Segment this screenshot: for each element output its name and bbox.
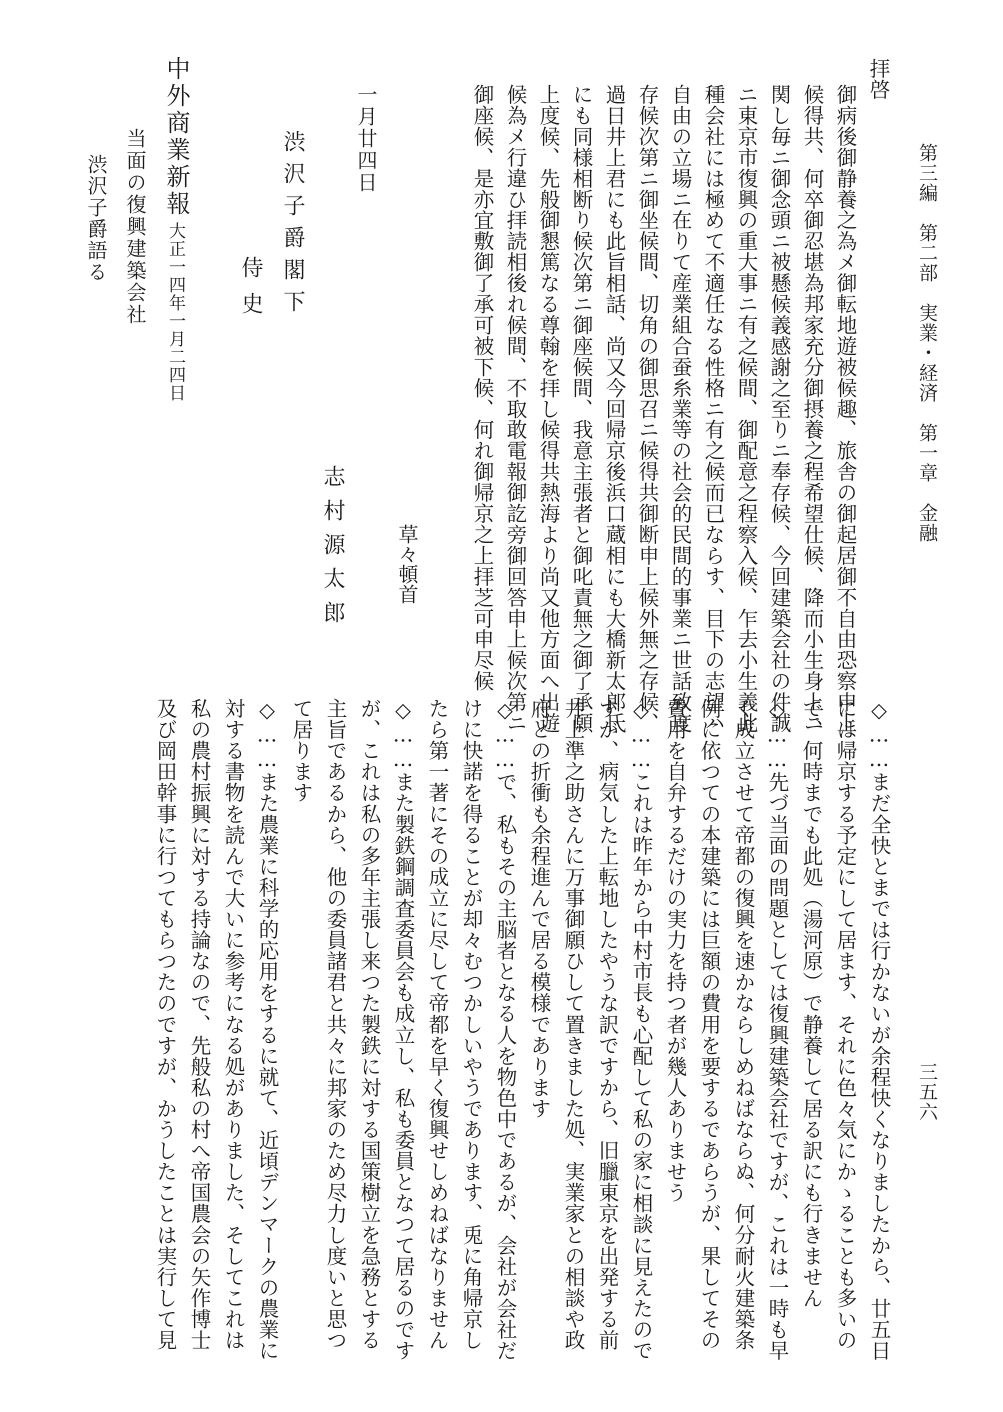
letter-line: 関し毎ニ御念頭ニ被懸候義感謝之至りニ奉存候、今回建築会社の件誠	[767, 84, 791, 734]
article-line: 対する書物を読んで大いに参考になる処がありました、そしてこれは	[221, 698, 245, 1351]
article-line: 私の農村振興に対する持論なので、先般私の村へ帝国農会の矢作博士	[187, 698, 211, 1351]
letter-line: ニ東京市復興の重大事ニ有之候間、御配意之程察入候、乍去小生義此	[734, 84, 758, 734]
article-line: 費用を自弁するだけの実力を持つ者が幾人ありませう	[663, 698, 687, 1204]
newspaper-date: 大正一四年一月二四日	[165, 222, 185, 402]
letter-line: 拝啓	[866, 58, 890, 100]
letter-line: 自由の立場ニ在りて産業組合蚕糸業等の社会的民間的事業ニ世話致度	[668, 84, 692, 734]
article-line: が、これは私の多年主張し来つた製鉄に対する国策樹立を急務とする	[357, 698, 381, 1351]
article-line: ◇……で、私もその主脳者となる人を物色中であるが、会社が会社だ	[493, 698, 517, 1362]
letter-line: 候得共、何卒御忍堪為邦家充分御摂養之程希望仕候、降而小生身上ニ	[800, 84, 824, 734]
letter-addressee: 渋沢子爵閣下	[280, 130, 305, 322]
newspaper-name: 中外商業新報	[162, 56, 190, 218]
letter-date: 一月廿四日	[354, 84, 378, 194]
letter-line: 過日井上君にも此旨相話、尚又今回帰京後浜口蔵相にも大橋新太郎氏	[602, 84, 626, 734]
letter-line: 御病後御静養之為メ御転地遊被候趣、旅舎の御起居御不自由恐察申上	[833, 84, 857, 734]
letter-sender: 志村源太郎	[320, 465, 345, 635]
letter-line: 存候次第ニ御坐候間、切角の御思召ニ候得共御断申上候外無之存候、	[635, 84, 659, 734]
article-line: て居ります	[289, 698, 313, 804]
article-headline: 当面の復興建築会社	[123, 128, 147, 326]
article-line: 井上準之助さんに万事御願ひして置きました処、実業家との相談や政	[561, 698, 585, 1351]
letter-closing: 草々頓首	[395, 524, 419, 604]
page-number: 三五六	[916, 1062, 938, 1122]
letter-line: 候為メ行違ひ拝読相後れ候間、不取敢電報御訖旁御回答申上候次第ニ	[503, 84, 527, 734]
letter-line: 御座候、是亦宜敷御了承可被下候、何れ御帰京之上拝芝可申尽候	[470, 84, 494, 692]
article-line: 例に依つての本建築には巨額の費用を要するであらうが、果してその	[697, 698, 721, 1351]
article-line: すが、病気した上転地したやうな訳ですから、旧臘東京を出発する前	[595, 698, 619, 1351]
article-line: く成立させて帝都の復興を速かならしめねばならぬ、何分耐火建築条	[731, 698, 755, 1351]
letter-line: 上度候、先般御懇篤なる尊翰を拝し候得共熱海より尚又他方面へ出遊	[536, 84, 560, 734]
article-line: 主旨であるから、他の委員諸君と共々に邦家のため尽力し度いと思つ	[323, 698, 347, 1351]
article-subheadline: 渋沢子爵語る	[84, 154, 108, 283]
article-line: けに快諾を得ることが却々むつかしいやうであります、兎に角帰京し	[459, 698, 483, 1351]
article-line: ◇……また製鉄鋼調査委員会も成立し、私も委員となつて居るのです	[391, 698, 415, 1362]
article-line: で、何時までも此処（湯河原）で静養して居る訳にも行きません	[799, 698, 823, 1309]
article-line: には帰京する予定にして居ます、それに色々気にかゝることも多いの	[833, 698, 857, 1351]
letter-line: 種会社には極めて不適任なる性格ニ有之候而已ならす、目下の志望ハ	[701, 84, 725, 734]
article-line: ◇……これは昨年から中村市長も心配して私の家に相談に見えたので	[629, 698, 653, 1362]
article-line: ◇……先づ当面の問題としては復興建築会社ですが、これは一時も早	[765, 698, 789, 1362]
article-line: 及び岡田幹事に行つてもらつたのですが、かうしたことは実行して見	[153, 698, 177, 1351]
article-line: 府との折衝も余程進んで居る模様であります	[527, 698, 551, 1119]
running-head: 第三編 第二部 実業・経済 第一章 金融	[916, 143, 938, 543]
article-line: ◇……また農業に科学的応用をするに就て、近頃デンマークの農業に	[255, 698, 279, 1362]
letter-line: にも同様相断り候次第ニ御座候間、我意主張者と御叱責無之御了承願	[569, 84, 593, 734]
article-line: ◇……まだ全快とまでは行かないが余程快くなりましたから、廿五日	[867, 698, 891, 1362]
article-line: たら第一著にその成立に尽して帝都を早く復興せしめねばなりません	[425, 698, 449, 1351]
letter-attendant: 侍史	[238, 256, 263, 328]
